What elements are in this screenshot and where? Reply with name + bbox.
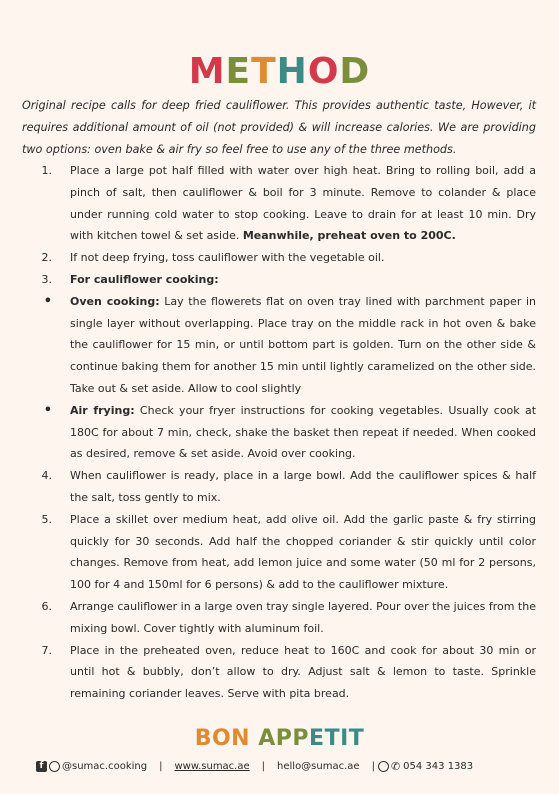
divider: | [159,761,163,772]
step-marker: 6. [41,599,52,613]
step-marker: • [43,293,52,309]
signoff-word: ETIT [309,726,365,751]
step-text [70,160,536,247]
method-step [20,465,536,509]
method-steps [20,160,536,705]
method-step [20,596,536,640]
bon-appetit-signoff [0,726,559,751]
step-text [70,400,536,465]
step-text [70,465,536,509]
step-body: Check your fryer instructions for cooking vegetables. Usually cook at 180C for about 7 min, check, shake the basket then repeat if needed. When cooked as desired, remove & set aside. Avoid over cooking. [70,403,537,461]
website-link[interactable]: www.sumac.ae [174,761,250,772]
email-link[interactable]: hello@sumac.ae [277,761,360,772]
page-title [0,52,559,92]
method-step [20,509,536,596]
step-body: Lay the flowerets flat on oven tray lined with parchment paper in single layer without overlapping. Place tray on the middle rack in hot oven & bake the cauliflower for 15 min, or until bottom part is golden. Turn on the other side & continue baking them for another 15 min until lightly caramelized on the other side. Take out & set aside. Allow to cool slightly [70,294,537,395]
signoff-word: BON [194,726,251,751]
phone-icon: ✆ [390,760,401,773]
method-step [20,640,536,705]
social-handle[interactable]: @sumac.cooking [62,761,148,772]
step-marker: 3. [41,272,52,286]
divider: | [371,761,375,772]
title-letter: M [188,51,226,92]
title-letter: T [251,51,277,92]
signoff-word: APP [258,726,310,751]
step-text [70,247,536,269]
method-step [20,247,536,269]
step-heading: Air frying: [70,403,135,417]
intro-note: Original recipe calls for deep fried cauliflower. This provides authentic taste, However, it requires additional amount of oil (not provided) & will increase calories. We are providing two options: oven bake & air fry so feel free to use any of the three methods. [22,99,536,157]
step-text [70,291,536,400]
step-marker: 1. [41,164,52,177]
title-letter: E [225,51,252,92]
step-text [70,596,536,640]
footer [36,760,536,773]
whatsapp-icon[interactable] [378,761,389,772]
divider: | [261,761,266,772]
step-text [70,269,536,291]
phone-number[interactable]: 054 343 1383 [403,761,474,772]
method-step [20,400,536,465]
step-heading: Oven cooking: [70,294,160,308]
method-step [20,269,536,291]
step-marker: 2. [41,251,52,265]
method-step [20,160,536,247]
step-emphasis: Meanwhile, preheat oven to 200C. [242,229,456,243]
title-letter: D [339,51,371,92]
step-body: If not deep frying, toss cauliflower with the vegetable oil. [70,251,385,265]
step-text [70,640,536,705]
title-letter: H [276,51,308,92]
instagram-icon[interactable] [49,761,60,772]
step-body: Arrange cauliflower in a large oven tray single layered. Pour over the juices from the mixing bowl. Cover tightly with aluminum foil. [70,599,536,635]
step-body: Place a skillet over medium heat, add olive oil. Add the garlic paste & fry stirring quickly for 30 seconds. Add half the chopped coriander & stir quickly until color changes. Remove from heat, add lemon juice and some water (50 ml for 2 persons, 100 for 4 and 150ml for 6 persons) & add to the cauliflower mixture. [70,512,536,592]
step-body: Place in the preheated oven, reduce heat to 160C and cook for about 30 min or until hot & bubbly, don’t allow to dry. Adjust salt & lemon to taste. Sprinkle remaining coriander leaves. Serve with pita bread. [70,643,536,701]
method-step [20,291,536,400]
step-marker: • [43,402,52,418]
step-marker: 7. [41,643,52,657]
facebook-icon[interactable]: f [36,761,47,772]
step-heading: For cauliflower cooking: [70,272,219,286]
step-body: When cauliflower is ready, place in a large bowl. Add the cauliflower spices & half the salt, toss gently to mix. [70,469,536,504]
step-text [70,509,536,596]
step-marker: 4. [41,469,52,483]
step-body: Place a large pot half filled with water over high heat. Bring to rolling boil, add a pinch of salt, then cauliflower & boil for 3 minute. Remove to colander & place under running cold water to stop cooking. Leave to drain for at least 10 min. Dry with kitchen towel & set aside. [70,164,536,243]
step-marker: 5. [41,512,52,526]
title-letter: O [307,51,340,92]
